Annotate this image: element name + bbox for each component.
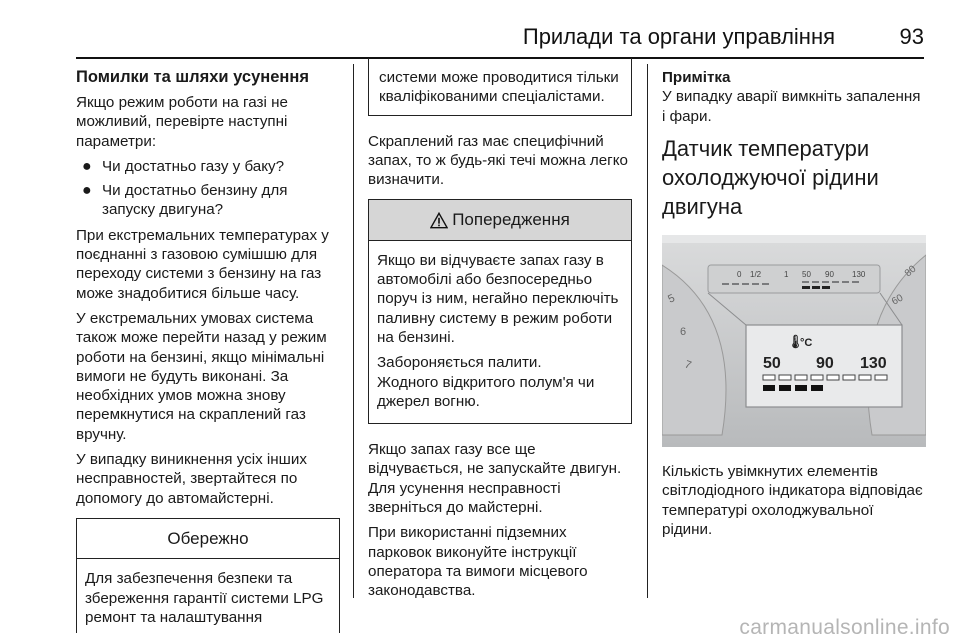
page-number: 93 (899, 24, 924, 49)
column-2 (368, 64, 632, 607)
gauge-label: 50 (763, 354, 781, 372)
caution-title: Обережно (77, 519, 339, 559)
page-header (0, 0, 960, 58)
warning-text: Забороняється палити. (377, 354, 542, 372)
list-item (76, 157, 340, 176)
warning-title: Попередження (452, 210, 570, 230)
bullet-icon: ● (82, 182, 92, 200)
dial-number: 80 (902, 263, 919, 280)
watermark: carmanualsonline.info (739, 616, 950, 639)
coolant-gauge-figure (662, 235, 926, 447)
warning-text: Якщо ви відчуваєте запах газу в автомобілі або безпосередньо поруч із ним, негайно переключіть паливну систему в режим роботи на бензині. (377, 251, 619, 346)
caution-box-continued: системи може проводитися тільки кваліфікованими спеціалістами. (368, 58, 632, 116)
gauge-label: 90 (816, 354, 834, 372)
dial-number: 6 (680, 325, 687, 338)
section-heading: Помилки та шляхи усунення (76, 68, 309, 86)
warning-triangle-icon (430, 212, 448, 229)
thermometer-icon: 🌡 (787, 333, 804, 349)
list-item (76, 181, 340, 220)
warning-header (369, 200, 631, 240)
gauge-label: 130 (860, 354, 887, 372)
list-item-text: Чи достатньо газу у баку? (102, 157, 285, 175)
temp-unit: °C (800, 336, 813, 349)
list-item-text: Чи достатньо бензину для запуску двигуна? (102, 182, 288, 219)
paragraph: Якщо запах газу все ще відчувається, не запускайте двигун. Для усунення несправності зверніться до майстерні. (368, 441, 622, 517)
intro-paragraph: Якщо режим роботи на газі не можливий, перевірте наступні параметри: (76, 94, 288, 150)
warning-box (368, 199, 632, 424)
warning-text: Жодного відкритого полум'я чи джерел вогню. (377, 373, 595, 410)
bullet-icon: ● (82, 157, 92, 175)
scale-label: 50 (802, 269, 811, 279)
paragraph: При екстремальних температурах у поєднанні з газовою сумішшю для переходу системи з бензину на газ може знадобитися більше часу. (76, 226, 329, 302)
column-3 (662, 64, 926, 545)
scale-label: 0 (737, 269, 742, 279)
scale-label: 130 (852, 269, 866, 279)
note-title: Примітка (662, 69, 731, 86)
scale-label: 90 (825, 269, 834, 279)
scale-label: 1/2 (750, 269, 762, 279)
section-title: Датчик температури охолоджуючої рідини двигуна (662, 135, 879, 219)
figure-caption: Кількість увімкнутих елементів світлодіодного індикатора відповідає температурі охолоджувальної рідини. (662, 463, 923, 539)
warning-body (369, 241, 631, 423)
column-divider (353, 64, 354, 598)
dial-number: 5 (666, 292, 677, 306)
dial-number: 60 (890, 292, 906, 308)
paragraph: Скраплений газ має специфічний запах, то ж будь-які течі можна легко визначити. (368, 132, 628, 189)
paragraph: При використанні підземних парковок виконуйте інструкції оператора та вимоги місцевого законодавства. (368, 524, 588, 600)
caution-text: Для забезпечення безпеки та збереження гарантії системи LPG ремонт та налаштування (85, 570, 324, 626)
caution-box (76, 518, 340, 633)
paragraph: У випадку виникнення усіх інших несправностей, звертайтеся по допомогу до автомайстерні. (76, 451, 307, 507)
note-text: У випадку аварії вимкніть запалення і фари. (662, 88, 921, 125)
column-1 (76, 64, 340, 633)
column-divider (647, 64, 648, 598)
check-list (76, 157, 340, 220)
paragraph: У екстремальних умовах система також може перейти назад у режим роботи на бензині, якщо мінімальні вимоги не будуть виконані. За необхідних умов можна знову перемкнутися на скраплений газ вручну. (76, 309, 327, 443)
dial-number: 7 (682, 358, 693, 372)
scale-label: 1 (784, 269, 789, 279)
header-title: Прилади та органи управління (522, 24, 835, 49)
